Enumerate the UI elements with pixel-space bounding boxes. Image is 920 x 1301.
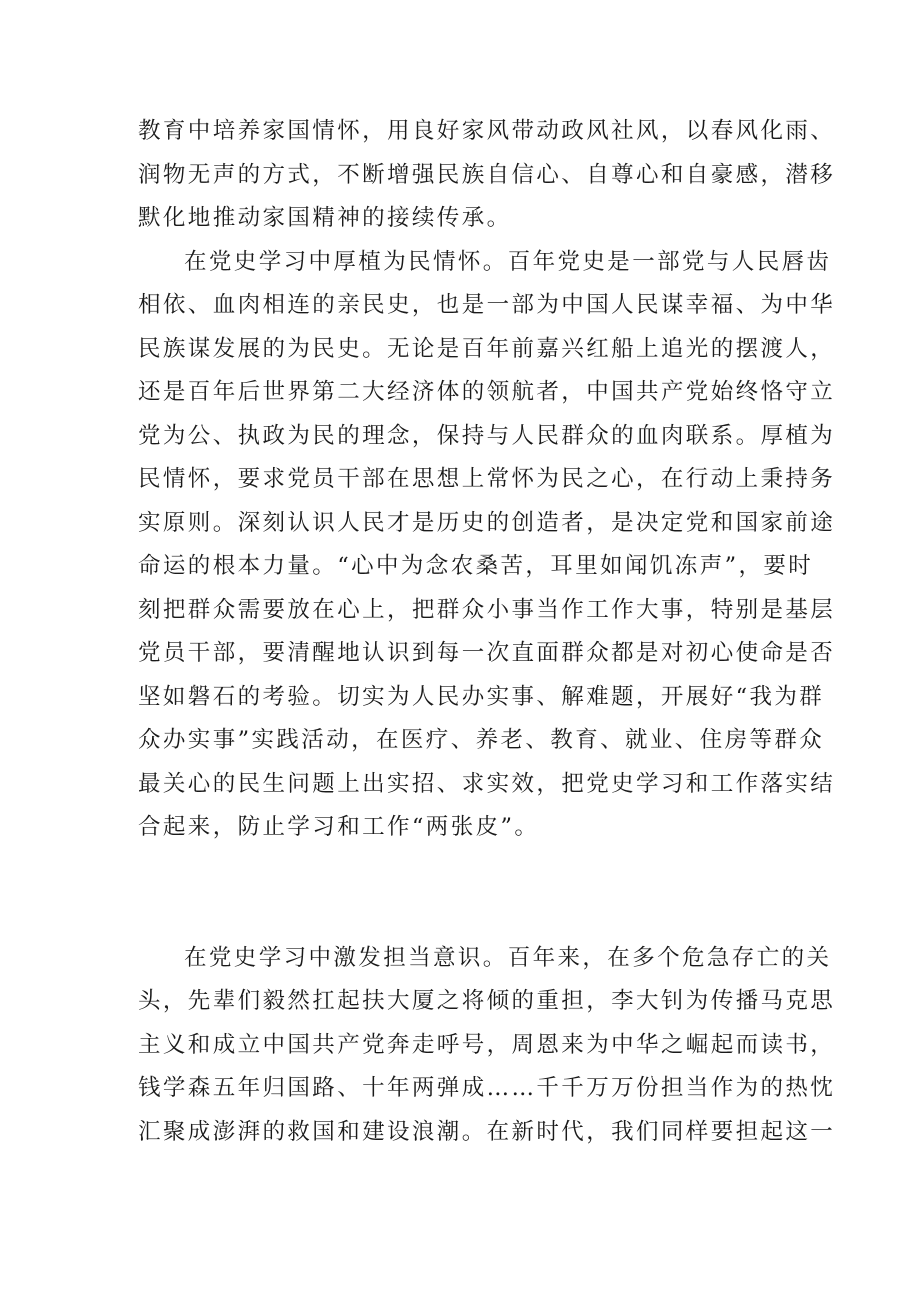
text-line: 民情怀，要求党员干部在思想上常怀为民之心，在行动上秉持务 bbox=[138, 466, 836, 492]
text-line: 合起来，防止学习和工作“两张皮”。 bbox=[138, 814, 540, 840]
text-line: 头，先辈们毅然扛起扶大厦之将倾的重担，李大钊为传播马克思 bbox=[138, 988, 836, 1014]
text-line: 刻把群众需要放在心上，把群众小事当作工作大事，特别是基层 bbox=[138, 596, 836, 623]
paragraph-people-sentiment bbox=[138, 241, 836, 937]
text-line: 汇聚成澎湃的救国和建设浪潮。在新时代，我们同样要担起这一 bbox=[138, 1118, 836, 1145]
text-line: 民族谋发展的为民史。无论是百年前嘉兴红船上追光的摆渡人， bbox=[138, 335, 836, 362]
text-line: 相依、血肉相连的亲民史，也是一部为中国人民谋幸福、为中华 bbox=[138, 292, 836, 318]
text-line: 坚如磐石的考验。切实为人民办实事、解难题，开展好“我为群 bbox=[138, 683, 825, 710]
text-line: 党员干部，要清醒地认识到每一次直面群众都是对初心使命是否 bbox=[138, 640, 836, 666]
paragraph-family-spirit bbox=[138, 110, 836, 241]
document-page bbox=[138, 110, 836, 1154]
text-line: 主义和成立中国共产党奔走呼号，周恩来为中华之崛起而读书， bbox=[138, 1031, 836, 1058]
text-line: 钱学森五年归国路、十年两弹成……千千万万份担当作为的热忱 bbox=[138, 1075, 836, 1101]
text-line: 命运的根本力量。“心中为念农桑苦，耳里如闻饥冻声”，要时 bbox=[138, 553, 814, 579]
text-line: 实原则。深刻认识人民才是历史的创造者，是决定党和国家前途 bbox=[138, 509, 836, 536]
text-line bbox=[138, 893, 788, 937]
text-line bbox=[138, 850, 788, 894]
text-line: 在党史学习中厚植为民情怀。百年党史是一部党与人民唇齿 bbox=[184, 248, 832, 275]
paragraph-responsibility bbox=[138, 937, 836, 1155]
text-line: 润物无声的方式，不断增强民族自信心、自尊心和自豪感，潜移 bbox=[138, 161, 836, 188]
text-line: 还是百年后世界第二大经济体的领航者，中国共产党始终恪守立 bbox=[138, 379, 836, 405]
text-line: 党为公、执政为民的理念，保持与人民群众的血肉联系。厚植为 bbox=[138, 422, 836, 449]
text-line: 众办实事”实践活动，在医疗、养老、教育、就业、住房等群众 bbox=[138, 727, 825, 753]
text-line: 默化地推动家国精神的接续传承。 bbox=[138, 205, 512, 231]
text-line: 最关心的民生问题上出实招、求实效，把党史学习和工作落实结 bbox=[138, 770, 836, 797]
text-line: 教育中培养家国情怀，用良好家风带动政风社风，以春风化雨、 bbox=[138, 118, 836, 144]
text-line: 在党史学习中激发担当意识。百年来，在多个危急存亡的关 bbox=[184, 944, 832, 971]
